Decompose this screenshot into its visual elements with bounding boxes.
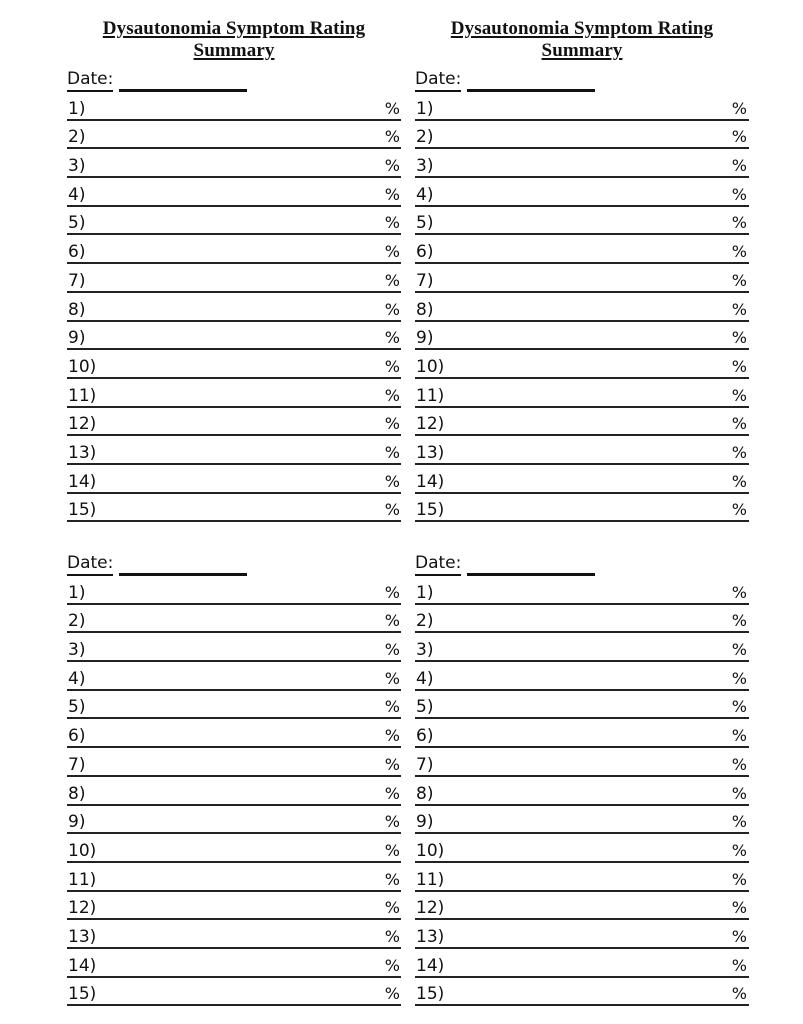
percent-sign: % xyxy=(384,184,400,204)
date-label: Date: xyxy=(415,553,461,576)
symptom-row[interactable] xyxy=(67,719,401,748)
symptom-row[interactable] xyxy=(415,379,749,408)
symptom-row[interactable] xyxy=(415,662,749,691)
percent-sign: % xyxy=(384,869,400,889)
symptom-row[interactable] xyxy=(415,748,749,777)
symptom-row[interactable] xyxy=(67,178,401,207)
percent-sign: % xyxy=(384,783,400,803)
symptom-row[interactable] xyxy=(415,121,749,150)
percent-sign: % xyxy=(384,471,400,491)
date-field-row xyxy=(67,68,401,92)
row-number: 12) xyxy=(68,414,97,435)
row-number: 11) xyxy=(68,869,97,890)
percent-sign: % xyxy=(384,299,400,319)
symptom-row[interactable] xyxy=(415,235,749,264)
title-line-2: Summary xyxy=(193,40,275,61)
symptom-row[interactable] xyxy=(415,207,749,236)
symptom-row[interactable] xyxy=(415,920,749,949)
form-section xyxy=(415,68,749,522)
symptom-row[interactable] xyxy=(415,149,749,178)
row-number: 15) xyxy=(416,984,445,1005)
symptom-row[interactable] xyxy=(67,235,401,264)
percent-sign: % xyxy=(731,840,747,860)
percent-sign: % xyxy=(384,270,400,290)
percent-sign: % xyxy=(731,414,747,434)
percent-sign: % xyxy=(731,640,747,660)
percent-sign: % xyxy=(384,414,400,434)
row-number: 9) xyxy=(68,328,86,349)
symptom-row[interactable] xyxy=(415,949,749,978)
percent-sign: % xyxy=(384,356,400,376)
percent-sign: % xyxy=(731,328,747,348)
percent-sign: % xyxy=(384,500,400,520)
percent-sign: % xyxy=(384,812,400,832)
row-number: 11) xyxy=(416,385,445,406)
percent-sign: % xyxy=(731,955,747,975)
row-number: 12) xyxy=(416,414,445,435)
percent-sign: % xyxy=(384,668,400,688)
percent-sign: % xyxy=(731,898,747,918)
row-number: 2) xyxy=(68,127,86,148)
symptom-row[interactable] xyxy=(67,949,401,978)
percent-sign: % xyxy=(731,926,747,946)
symptom-row[interactable] xyxy=(415,293,749,322)
row-number: 1) xyxy=(416,98,434,119)
percent-sign: % xyxy=(384,328,400,348)
percent-sign: % xyxy=(384,156,400,176)
row-number: 9) xyxy=(416,328,434,349)
row-number: 4) xyxy=(416,668,434,689)
symptom-row[interactable] xyxy=(67,834,401,863)
symptom-row[interactable] xyxy=(67,92,401,121)
symptom-row[interactable] xyxy=(67,863,401,892)
symptom-row[interactable] xyxy=(415,264,749,293)
symptom-row[interactable] xyxy=(67,350,401,379)
form-section xyxy=(67,552,401,1006)
symptom-row[interactable] xyxy=(67,691,401,720)
row-number: 10) xyxy=(416,356,445,377)
row-number: 14) xyxy=(68,955,97,976)
row-number: 13) xyxy=(68,926,97,947)
percent-sign: % xyxy=(731,812,747,832)
percent-sign: % xyxy=(731,582,747,602)
title-line-1: Dysautonomia Symptom Rating xyxy=(450,18,714,39)
right-title xyxy=(415,18,749,62)
symptom-row[interactable] xyxy=(415,633,749,662)
row-number: 6) xyxy=(68,726,86,747)
symptom-row[interactable] xyxy=(67,264,401,293)
row-number: 2) xyxy=(416,127,434,148)
symptom-row[interactable] xyxy=(415,350,749,379)
percent-sign: % xyxy=(384,611,400,631)
percent-sign: % xyxy=(731,754,747,774)
percent-sign: % xyxy=(731,668,747,688)
symptom-row[interactable] xyxy=(415,436,749,465)
row-number: 1) xyxy=(416,582,434,603)
symptom-row[interactable] xyxy=(415,605,749,634)
row-number: 13) xyxy=(416,926,445,947)
left-title xyxy=(67,18,401,62)
row-number: 7) xyxy=(416,754,434,775)
row-number: 7) xyxy=(68,270,86,291)
row-number: 8) xyxy=(416,299,434,320)
symptom-row[interactable] xyxy=(415,719,749,748)
row-number: 14) xyxy=(416,471,445,492)
row-number: 14) xyxy=(416,955,445,976)
row-number: 6) xyxy=(68,242,86,263)
percent-sign: % xyxy=(384,442,400,462)
percent-sign: % xyxy=(731,242,747,262)
percent-sign: % xyxy=(384,754,400,774)
percent-sign: % xyxy=(731,156,747,176)
row-number: 7) xyxy=(416,270,434,291)
percent-sign: % xyxy=(731,213,747,233)
percent-sign: % xyxy=(384,926,400,946)
symptom-row[interactable] xyxy=(67,777,401,806)
symptom-row[interactable] xyxy=(415,92,749,121)
symptom-row[interactable] xyxy=(415,777,749,806)
symptom-row[interactable] xyxy=(67,379,401,408)
row-number: 7) xyxy=(68,754,86,775)
symptom-row[interactable] xyxy=(415,806,749,835)
row-number: 12) xyxy=(416,898,445,919)
row-number: 12) xyxy=(68,898,97,919)
percent-sign: % xyxy=(384,955,400,975)
symptom-row[interactable] xyxy=(67,806,401,835)
symptom-row[interactable] xyxy=(67,121,401,150)
row-number: 3) xyxy=(416,640,434,661)
row-number: 1) xyxy=(68,98,86,119)
row-number: 15) xyxy=(416,500,445,521)
percent-sign: % xyxy=(731,984,747,1004)
symptom-row[interactable] xyxy=(415,863,749,892)
percent-sign: % xyxy=(731,611,747,631)
title-line-2: Summary xyxy=(541,40,623,61)
row-number: 14) xyxy=(68,471,97,492)
percent-sign: % xyxy=(384,242,400,262)
row-number: 2) xyxy=(416,611,434,632)
row-number: 3) xyxy=(416,156,434,177)
percent-sign: % xyxy=(384,582,400,602)
symptom-row[interactable] xyxy=(415,408,749,437)
symptom-row[interactable] xyxy=(415,465,749,494)
percent-sign: % xyxy=(384,127,400,147)
symptom-row[interactable] xyxy=(415,834,749,863)
percent-sign: % xyxy=(731,385,747,405)
date-label: Date: xyxy=(67,553,113,576)
percent-sign: % xyxy=(384,898,400,918)
percent-sign: % xyxy=(384,385,400,405)
symptom-row[interactable] xyxy=(67,662,401,691)
date-label: Date: xyxy=(67,69,113,92)
row-number: 4) xyxy=(68,184,86,205)
percent-sign: % xyxy=(384,726,400,746)
symptom-row[interactable] xyxy=(67,494,401,523)
symptom-row[interactable] xyxy=(67,465,401,494)
symptom-row[interactable] xyxy=(67,436,401,465)
row-number: 13) xyxy=(68,442,97,463)
percent-sign: % xyxy=(731,184,747,204)
form-section xyxy=(415,552,749,1006)
percent-sign: % xyxy=(731,356,747,376)
row-number: 1) xyxy=(68,582,86,603)
symptom-row[interactable] xyxy=(415,691,749,720)
percent-sign: % xyxy=(384,984,400,1004)
symptom-row[interactable] xyxy=(67,293,401,322)
percent-sign: % xyxy=(384,98,400,118)
symptom-row[interactable] xyxy=(415,576,749,605)
symptom-row[interactable] xyxy=(67,605,401,634)
row-number: 5) xyxy=(68,697,86,718)
row-number: 8) xyxy=(68,299,86,320)
row-number: 6) xyxy=(416,242,434,263)
date-field-row xyxy=(415,68,749,92)
row-number: 15) xyxy=(68,500,97,521)
symptom-row[interactable] xyxy=(67,978,401,1007)
row-number: 10) xyxy=(68,840,97,861)
symptom-row[interactable] xyxy=(67,576,401,605)
row-number: 13) xyxy=(416,442,445,463)
row-number: 8) xyxy=(68,783,86,804)
symptom-row[interactable] xyxy=(67,920,401,949)
row-number: 8) xyxy=(416,783,434,804)
percent-sign: % xyxy=(384,640,400,660)
percent-sign: % xyxy=(384,213,400,233)
symptom-row[interactable] xyxy=(415,178,749,207)
percent-sign: % xyxy=(731,270,747,290)
percent-sign: % xyxy=(731,500,747,520)
percent-sign: % xyxy=(731,98,747,118)
form-section xyxy=(67,68,401,522)
row-number: 10) xyxy=(416,840,445,861)
percent-sign: % xyxy=(731,869,747,889)
date-field-row xyxy=(415,552,749,576)
row-number: 5) xyxy=(416,213,434,234)
percent-sign: % xyxy=(731,471,747,491)
symptom-row[interactable] xyxy=(415,978,749,1007)
percent-sign: % xyxy=(731,299,747,319)
row-number: 6) xyxy=(416,726,434,747)
symptom-row[interactable] xyxy=(67,149,401,178)
row-number: 5) xyxy=(68,213,86,234)
percent-sign: % xyxy=(731,726,747,746)
symptom-row[interactable] xyxy=(67,633,401,662)
percent-sign: % xyxy=(384,840,400,860)
row-number: 10) xyxy=(68,356,97,377)
row-number: 11) xyxy=(416,869,445,890)
row-number: 4) xyxy=(416,184,434,205)
row-number: 9) xyxy=(68,812,86,833)
percent-sign: % xyxy=(731,442,747,462)
row-number: 3) xyxy=(68,640,86,661)
symptom-row[interactable] xyxy=(67,408,401,437)
row-number: 15) xyxy=(68,984,97,1005)
row-number: 4) xyxy=(68,668,86,689)
row-number: 11) xyxy=(68,385,97,406)
row-number: 2) xyxy=(68,611,86,632)
symptom-row[interactable] xyxy=(67,892,401,921)
row-number: 3) xyxy=(68,156,86,177)
symptom-row[interactable] xyxy=(415,494,749,523)
row-number: 9) xyxy=(416,812,434,833)
percent-sign: % xyxy=(731,697,747,717)
percent-sign: % xyxy=(731,127,747,147)
percent-sign: % xyxy=(731,783,747,803)
symptom-row[interactable] xyxy=(67,322,401,351)
symptom-row[interactable] xyxy=(415,892,749,921)
date-label: Date: xyxy=(415,69,461,92)
date-field-row xyxy=(67,552,401,576)
symptom-row[interactable] xyxy=(67,207,401,236)
title-line-1: Dysautonomia Symptom Rating xyxy=(102,18,366,39)
row-number: 5) xyxy=(416,697,434,718)
symptom-row[interactable] xyxy=(67,748,401,777)
symptom-row[interactable] xyxy=(415,322,749,351)
percent-sign: % xyxy=(384,697,400,717)
